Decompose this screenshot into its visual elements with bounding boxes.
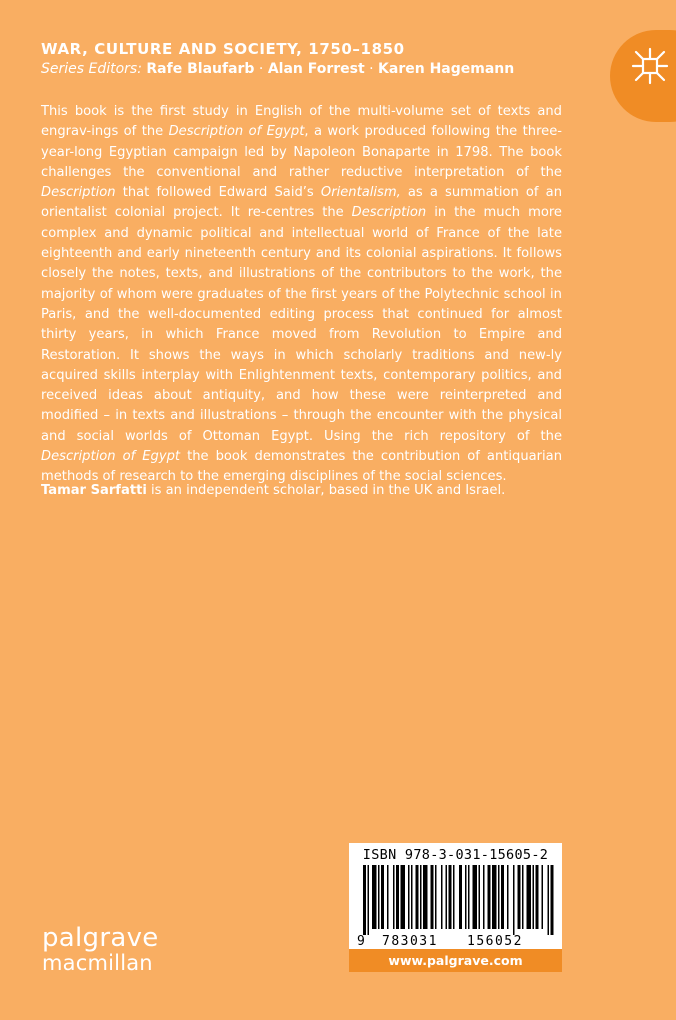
description-text: This book is the first study in English of the multi-volume set of texts and engrav-ings of the: [41, 104, 562, 140]
editor-separator: ·: [369, 61, 374, 77]
editor-name: Rafe Blaufarb: [146, 61, 255, 77]
barcode-digit-first: 9: [357, 934, 365, 947]
barcode-bar: [488, 865, 491, 929]
barcode-digits-right: 156052: [467, 934, 523, 947]
description-title-italic: Orientalism,: [320, 185, 401, 201]
description-text: that followed Edward Said’s: [115, 185, 321, 201]
barcode-bar: [401, 865, 406, 929]
barcode-bar: [522, 865, 524, 929]
barcode-bar: [468, 865, 470, 929]
barcode-bar: [387, 865, 389, 929]
series-editors: [41, 61, 514, 77]
barcode-bar: [483, 865, 485, 929]
barcode-box: [349, 843, 562, 949]
description-title-italic: Description of Egypt: [168, 124, 305, 140]
barcode-bar: [453, 865, 455, 929]
barcode-bar: [449, 865, 452, 929]
editor-separator: ·: [258, 61, 264, 77]
publisher-logo: [42, 925, 159, 975]
barcode-bar: [393, 865, 395, 929]
author-note: [41, 481, 581, 501]
description-text: as a summation of an orientalist colonial project. It re-centres the: [41, 185, 563, 221]
isbn-label: ISBN 978-3-031-15605-2: [362, 847, 549, 863]
barcode-bar: [368, 865, 370, 935]
description-paragraph: [41, 102, 562, 488]
website-link[interactable]: www.palgrave.com: [349, 949, 562, 972]
barcode-bar: [498, 865, 500, 929]
editor-name: Karen Hagemann: [378, 61, 515, 77]
barcode-bar: [513, 865, 515, 935]
barcode-bar: [441, 865, 443, 929]
barcode-bar: [527, 865, 532, 929]
barcode-bar: [381, 865, 384, 929]
description-text: in the much more complex and dynamic political and intellectual world of France of the late eighteenth and early nineteenth century and its colonial aspirations. It follows closely the notes, texts, and illustrations of the contributors to the work, the majority of whom were graduates of the first years of the Polytechnic school in Paris, and the well-documented editing process that continued for almost thirty years, in which France moved from Revolution to Empire and Restoration. It shows the ways in which scholarly traditions and new-ly acquired skills interplay with Enlightenment texts, contemporary politics, and received ideas about antiquity, and how these were reinterpreted and modified – in texts and illustrations – through the encounter with the physical and social worlds of Ottoman Egypt. Using the rich repository of the: [41, 205, 562, 444]
barcode-bar: [473, 865, 478, 929]
barcode-icon: [355, 865, 556, 947]
series-title: WAR, CULTURE AND SOCIETY, 1750–1850: [41, 40, 405, 58]
barcode-bar: [446, 865, 448, 929]
editor-name: Alan Forrest: [267, 61, 365, 77]
book-description: [41, 102, 562, 488]
barcode-bar: [501, 865, 504, 929]
description-text: the book demonstrates the contribution of antiquarian methods of research to the emerging disciplines of the social sciences.: [41, 449, 563, 485]
barcode-bar: [536, 865, 539, 929]
publisher-logo-line1: palgrave: [42, 923, 159, 953]
author-bio: is an independent scholar, based in the UK and Israel.: [146, 483, 506, 498]
barcode-bar: [408, 865, 410, 929]
barcode-bar: [518, 865, 521, 929]
barcode-bar: [378, 865, 380, 929]
barcode-bar: [479, 865, 481, 929]
barcode-bar: [533, 865, 535, 929]
barcode-bar: [411, 865, 413, 929]
barcode-bar: [372, 865, 377, 929]
barcode-bar: [459, 865, 462, 929]
barcode-bar: [465, 865, 467, 929]
barcode-bar: [542, 865, 544, 929]
barcode-bar: [423, 865, 428, 929]
publisher-logo-line2: macmillan: [42, 951, 153, 975]
barcode-bar: [363, 865, 366, 935]
publisher-badge: [610, 30, 676, 122]
barcode-bar: [431, 865, 434, 929]
barcode-bar: [416, 865, 419, 929]
barcode-bar: [548, 865, 550, 935]
barcode-bar: [492, 865, 497, 929]
barcode-digits-left: 783031: [382, 934, 438, 947]
description-title-italic: Description of Egypt: [41, 449, 181, 465]
author-name: Tamar Sarfatti: [41, 483, 147, 498]
barcode-bar: [507, 865, 509, 929]
series-editors-label: Series Editors:: [41, 61, 142, 77]
description-title-italic: Description: [41, 185, 116, 201]
barcode-bar: [551, 865, 554, 935]
barcode-bar: [396, 865, 399, 929]
palgrave-star-icon: [630, 46, 670, 86]
description-text: , a work produced following the three-year-long Egyptian campaign led by Napoleon Bonaparte in 1798. The book challenges the conventional and rather reductive interpretation of the: [41, 124, 563, 180]
barcode-bar: [420, 865, 422, 929]
barcode-bar: [435, 865, 437, 929]
description-title-italic: Description: [351, 205, 427, 221]
